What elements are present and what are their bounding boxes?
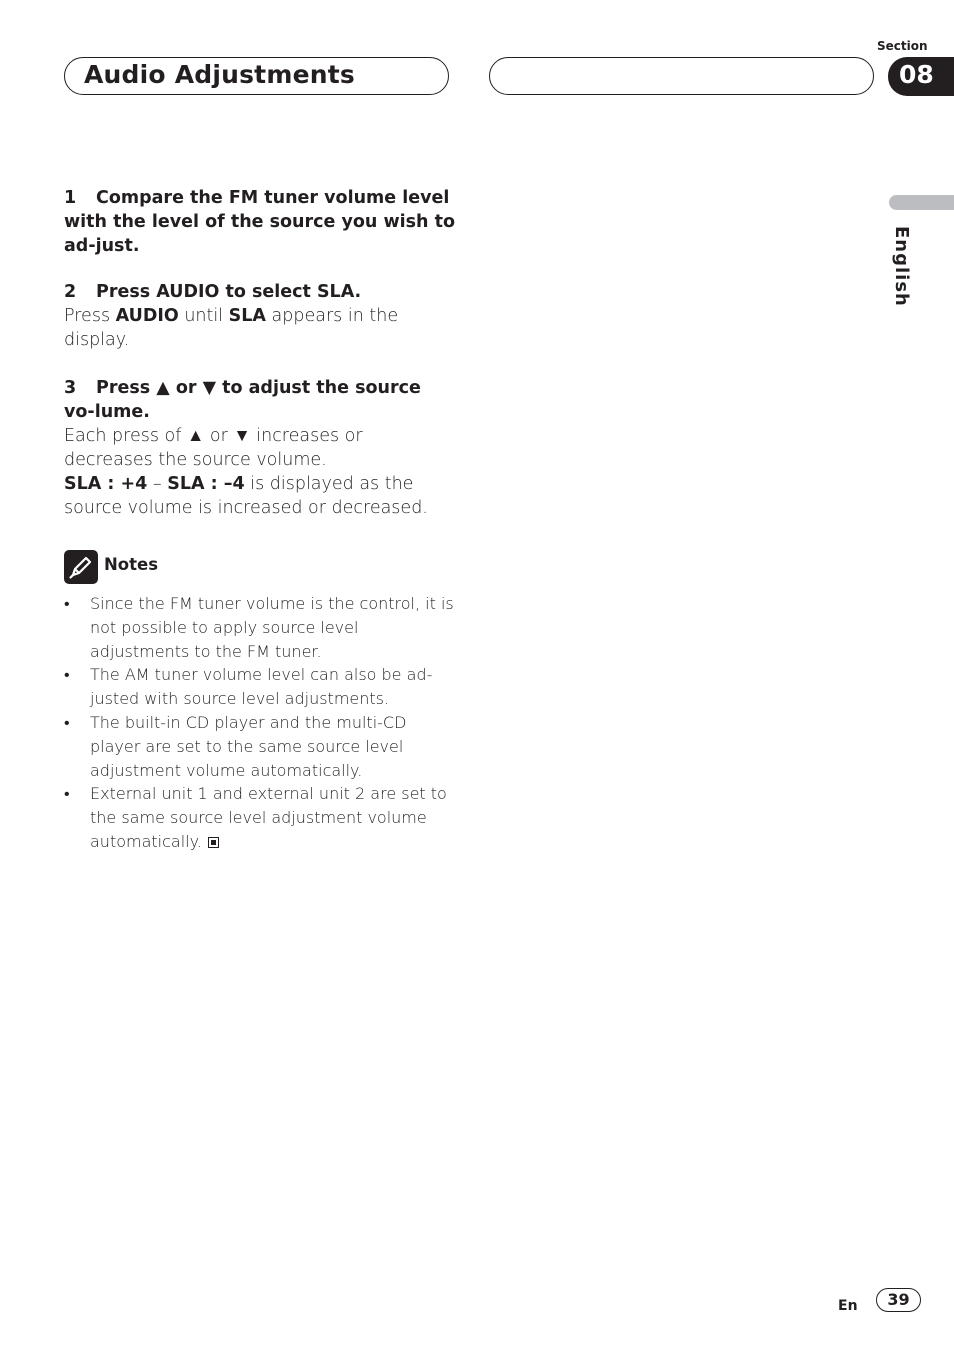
bullet: •	[64, 784, 70, 804]
bullet: •	[64, 594, 70, 613]
step-heading-text: Press AUDIO to select SLA.	[96, 282, 362, 302]
page-title: Audio Adjustments	[84, 60, 355, 89]
main-column	[64, 186, 456, 854]
notes-title: Notes	[104, 555, 159, 574]
bullet: •	[64, 712, 70, 732]
notes-list	[64, 592, 456, 854]
section-label: Section	[877, 39, 928, 53]
sla-min-value: SLA : –4	[167, 474, 245, 494]
bullet: •	[64, 665, 70, 685]
footer-language-code: En	[838, 1298, 858, 1314]
step-3-heading: 3 Press ▲ or ▼ to adjust the source vo-lume.	[64, 378, 421, 422]
language-tab-label: English	[891, 226, 912, 307]
down-arrow-icon: ▼	[202, 378, 217, 398]
header-empty-frame	[489, 57, 874, 95]
down-arrow-icon: ▼	[233, 426, 251, 446]
notes-header	[64, 550, 456, 586]
audio-button-name: AUDIO	[115, 306, 179, 326]
step-heading-text: Compare the FM tuner volume level with the level of the source you wish to ad-just.	[64, 188, 455, 256]
step-3-body: Each press of ▲ or ▼ increases or decreases the source volume.	[64, 426, 363, 470]
list-item: • The AM tuner volume level can also be ad-justed with source level adjustments.	[64, 665, 433, 709]
section-number: 08	[899, 60, 934, 89]
up-arrow-icon: ▲	[186, 426, 205, 446]
step-2-body: Press AUDIO until SLA appears in the display.	[64, 306, 399, 350]
step-number: 2	[64, 282, 77, 302]
section-number-badge	[888, 57, 954, 96]
step-number: 3	[64, 378, 77, 398]
up-arrow-icon: ▲	[156, 378, 170, 398]
list-item: • The built-in CD player and the multi-CD player are set to the same source level adjustment volume automatically.	[64, 712, 407, 780]
pencil-notes-icon	[64, 550, 98, 584]
list-item: • External unit 1 and external unit 2 are set to the same source level adjustment volume automatically.	[64, 784, 447, 851]
step-2-heading	[64, 280, 456, 304]
step-3-range-text: SLA : +4 – SLA : –4 is displayed as the source volume is increased or decreased.	[64, 474, 428, 518]
sla-mode-name: SLA	[228, 306, 266, 326]
step-number: 1	[64, 188, 77, 208]
page-number: 39	[876, 1288, 921, 1312]
language-tab-marker	[889, 195, 954, 210]
list-item: • Since the FM tuner volume is the control, it is not possible to apply source level adjustments to the FM tuner.	[64, 594, 454, 661]
step-1-heading	[64, 186, 456, 258]
end-of-section-icon	[208, 837, 219, 848]
sla-max-value: SLA : +4	[64, 474, 148, 494]
